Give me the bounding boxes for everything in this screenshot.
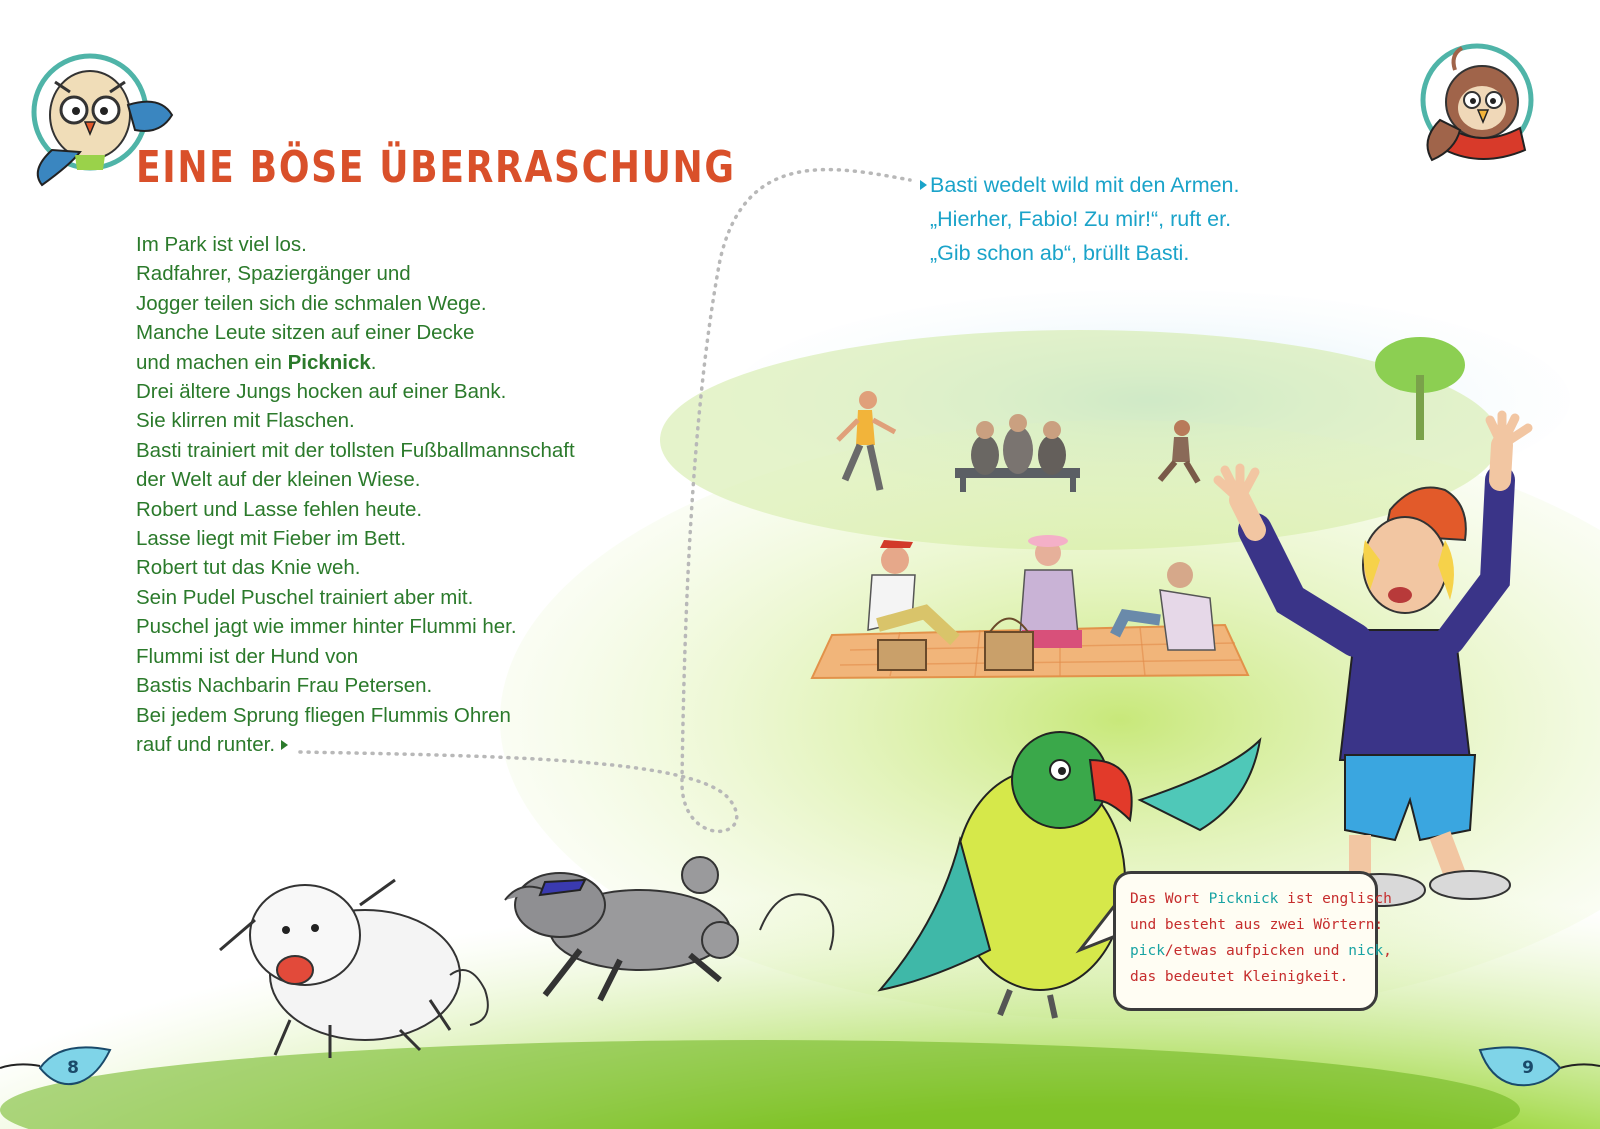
page-number-right: 9 [1522, 1058, 1534, 1078]
story-line-last [136, 730, 656, 759]
story-line-fragment: rauf und runter. [136, 732, 276, 756]
story-line-fragment: und machen ein [136, 350, 288, 374]
story-line: Radfahrer, Spaziergänger und [136, 262, 411, 286]
bubble-line [1130, 886, 1392, 912]
bubble-line: und besteht aus zwei Wörtern: [1130, 917, 1384, 933]
picnic-keyword: Picknick [287, 350, 371, 374]
speech-text [930, 168, 1430, 270]
speech-line: „Hierher, Fabio! Zu mir!“, ruft er. [930, 207, 1232, 231]
bubble-line [1130, 938, 1392, 964]
bubble-text: /etwas aufpicken und [1164, 943, 1349, 959]
story-line-fragment: . [370, 350, 377, 374]
story-line: Lasse liegt mit Fieber im Bett. [136, 527, 407, 551]
continue-arrow-icon [920, 180, 927, 190]
bubble-text: ist englisch [1278, 891, 1392, 907]
story-line: Im Park ist viel los. [136, 233, 307, 256]
story-line: Jogger teilen sich die schmalen Wege. [136, 291, 487, 315]
bubble-text: , [1383, 943, 1392, 959]
story-line: Drei ältere Jungs hocken auf einer Bank. [136, 380, 507, 404]
bubble-keyword: pick [1130, 943, 1165, 959]
story-line: Puschel jagt wie immer hinter Flummi her. [136, 615, 517, 639]
continue-arrow-icon [281, 740, 288, 750]
story-text [136, 230, 656, 759]
sparrow-with-scarf-icon [1423, 46, 1531, 160]
story-line: der Welt auf der kleinen Wiese. [136, 468, 421, 492]
story-line: Flummi ist der Hund von [136, 644, 359, 668]
story-line: Manche Leute sitzen auf einer Decke [136, 321, 475, 345]
speech-line: Basti wedelt wild mit den Armen. [930, 173, 1240, 197]
bubble-text: Das Wort [1130, 891, 1209, 907]
parrot-speech-bubble [1113, 871, 1392, 1011]
story-line: Bei jedem Sprung fliegen Flummis Ohren [136, 703, 511, 727]
bubble-keyword: nick [1348, 943, 1384, 959]
page-title: EINE BÖSE ÜBERRASCHUNG [136, 142, 736, 193]
story-line-picnic [136, 348, 656, 377]
bubble-line: das bedeutet Kleinigkeit. [1130, 969, 1349, 985]
bubble-keyword: Picknick [1208, 891, 1279, 907]
story-line: Bastis Nachbarin Frau Petersen. [136, 674, 433, 698]
speech-line: „Gib schon ab“, brüllt Basti. [930, 241, 1190, 265]
story-line: Sie klirren mit Flaschen. [136, 409, 355, 433]
story-line: Robert und Lasse fehlen heute. [136, 497, 423, 521]
story-line: Robert tut das Knie weh. [136, 556, 361, 580]
story-line: Basti trainiert mit der tollsten Fußballmannschaft [136, 438, 575, 462]
story-line: Sein Pudel Puschel trainiert aber mit. [136, 585, 474, 609]
page-number-left: 8 [67, 1058, 79, 1078]
